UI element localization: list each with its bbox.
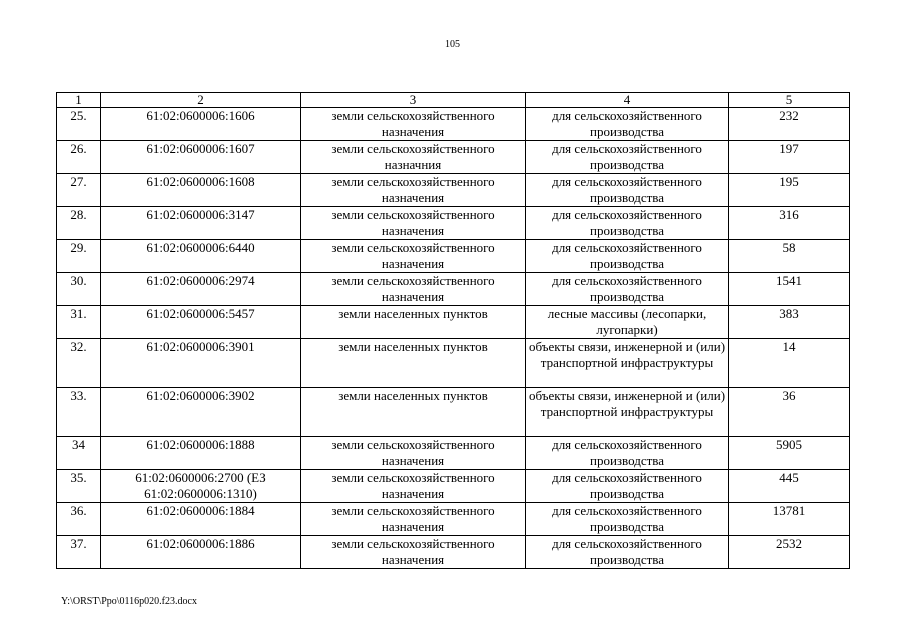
permitted-use: лесные массивы (лесопарки, лугопарки) — [526, 306, 729, 339]
permitted-use: для сельскохозяйственного производства — [526, 141, 729, 174]
page-number: 105 — [445, 39, 460, 50]
table-row — [57, 437, 850, 470]
row-number: 28. — [57, 207, 101, 240]
row-number: 34 — [57, 437, 101, 470]
row-number: 29. — [57, 240, 101, 273]
row-number: 32. — [57, 339, 101, 388]
table-row — [57, 240, 850, 273]
table-row — [57, 536, 850, 569]
area-value: 36 — [729, 388, 850, 437]
cadastral-number: 61:02:0600006:1884 — [101, 503, 301, 536]
permitted-use: для сельскохозяйственного производства — [526, 503, 729, 536]
table-row — [57, 306, 850, 339]
column-header-3: 3 — [301, 93, 526, 108]
area-value: 14 — [729, 339, 850, 388]
document-file-path: Y:\ORST\Ppo\0116p020.f23.docx — [61, 596, 197, 607]
cadastral-number: 61:02:0600006:2700 (ЕЗ 61:02:0600006:1310) — [101, 470, 301, 503]
cadastral-number: 61:02:0600006:5457 — [101, 306, 301, 339]
table-row — [57, 273, 850, 306]
permitted-use: для сельскохозяйственного производства — [526, 108, 729, 141]
row-number: 37. — [57, 536, 101, 569]
table-row — [57, 174, 850, 207]
area-value: 383 — [729, 306, 850, 339]
area-value: 197 — [729, 141, 850, 174]
row-number: 27. — [57, 174, 101, 207]
permitted-use: для сельскохозяйственного производства — [526, 273, 729, 306]
column-header-1: 1 — [57, 93, 101, 108]
table-row — [57, 470, 850, 503]
permitted-use: для сельскохозяйственного производства — [526, 240, 729, 273]
land-category: земли сельскохозяйственного назначения — [301, 174, 526, 207]
cadastral-number: 61:02:0600006:2974 — [101, 273, 301, 306]
permitted-use: объекты связи, инженерной и (или) транспортной инфраструктуры — [526, 339, 729, 388]
land-category: земли сельскохозяйственного назначения — [301, 273, 526, 306]
area-value: 5905 — [729, 437, 850, 470]
table-row — [57, 141, 850, 174]
land-category: земли сельскохозяйственного назначния — [301, 141, 526, 174]
land-category: земли сельскохозяйственного назначения — [301, 503, 526, 536]
area-value: 2532 — [729, 536, 850, 569]
area-value: 316 — [729, 207, 850, 240]
area-value: 445 — [729, 470, 850, 503]
cadastral-number: 61:02:0600006:1607 — [101, 141, 301, 174]
row-number: 35. — [57, 470, 101, 503]
row-number: 31. — [57, 306, 101, 339]
cadastral-number: 61:02:0600006:3147 — [101, 207, 301, 240]
land-category: земли сельскохозяйственного назначения — [301, 536, 526, 569]
land-category: земли населенных пунктов — [301, 306, 526, 339]
cadastral-number: 61:02:0600006:1888 — [101, 437, 301, 470]
area-value: 195 — [729, 174, 850, 207]
cadastral-number: 61:02:0600006:3902 — [101, 388, 301, 437]
land-category: земли сельскохозяйственного назначения — [301, 108, 526, 141]
column-header-4: 4 — [526, 93, 729, 108]
table-row — [57, 108, 850, 141]
land-category: земли сельскохозяйственного назначения — [301, 240, 526, 273]
area-value: 232 — [729, 108, 850, 141]
table-row — [57, 388, 850, 437]
land-category: земли сельскохозяйственного назначения — [301, 437, 526, 470]
cadastral-number: 61:02:0600006:3901 — [101, 339, 301, 388]
row-number: 26. — [57, 141, 101, 174]
permitted-use: для сельскохозяйственного производства — [526, 207, 729, 240]
cadastral-number: 61:02:0600006:1608 — [101, 174, 301, 207]
row-number: 30. — [57, 273, 101, 306]
area-value: 13781 — [729, 503, 850, 536]
cadastral-number: 61:02:0600006:1886 — [101, 536, 301, 569]
table-row — [57, 503, 850, 536]
column-header-2: 2 — [101, 93, 301, 108]
permitted-use: объекты связи, инженерной и (или) транспортной инфраструктуры — [526, 388, 729, 437]
land-plots-table — [56, 92, 850, 569]
cadastral-number: 61:02:0600006:6440 — [101, 240, 301, 273]
row-number: 36. — [57, 503, 101, 536]
permitted-use: для сельскохозяйственного производства — [526, 536, 729, 569]
permitted-use: для сельскохозяйственного производства — [526, 437, 729, 470]
table-header-row — [57, 93, 850, 108]
row-number: 33. — [57, 388, 101, 437]
land-category: земли сельскохозяйственного назначения — [301, 470, 526, 503]
permitted-use: для сельскохозяйственного производства — [526, 174, 729, 207]
land-category: земли сельскохозяйственного назначения — [301, 207, 526, 240]
cadastral-number: 61:02:0600006:1606 — [101, 108, 301, 141]
table-row — [57, 339, 850, 388]
column-header-5: 5 — [729, 93, 850, 108]
area-value: 1541 — [729, 273, 850, 306]
land-category: земли населенных пунктов — [301, 339, 526, 388]
land-category: земли населенных пунктов — [301, 388, 526, 437]
table-row — [57, 207, 850, 240]
row-number: 25. — [57, 108, 101, 141]
permitted-use: для сельскохозяйственного производства — [526, 470, 729, 503]
area-value: 58 — [729, 240, 850, 273]
